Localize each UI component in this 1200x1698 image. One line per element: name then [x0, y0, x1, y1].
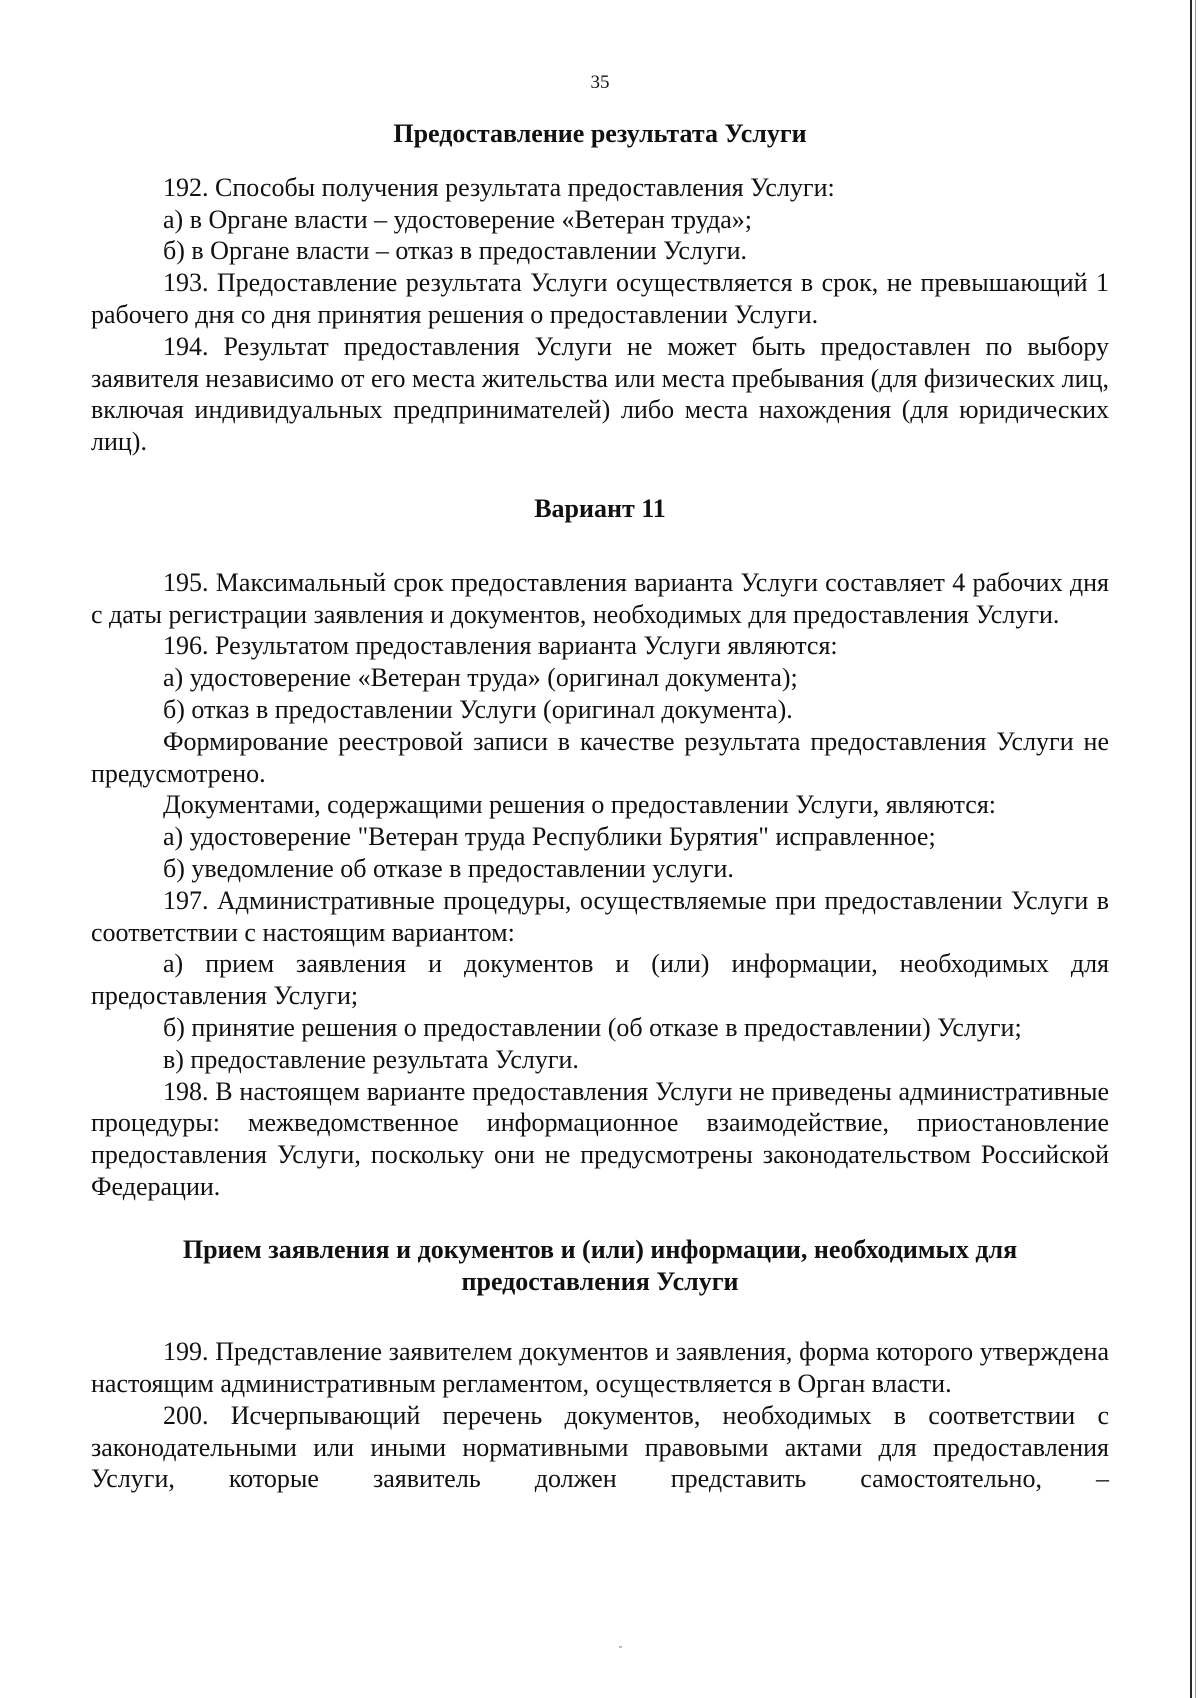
paragraph-196-a: а) удостоверение «Ветеран труда» (оригинал документа);: [163, 663, 798, 693]
page-number: 35: [590, 72, 610, 93]
section-heading-application-intake: Прием заявления и документов и (или) информации, необходимых для предоставления Услуги: [182, 1234, 1018, 1296]
scan-speck: [619, 1646, 622, 1648]
paragraph-197: 197. Административные процедуры, осуществляемые при предоставлении Услуги в соответствии с настоящим вариантом:: [91, 885, 1109, 947]
paragraph-registry-record: Формирование реестровой записи в качестве результата предоставления Услуги не предусмотрено.: [91, 726, 1109, 788]
paragraph-192: 192. Способы получения результата предоставления Услуги:: [163, 172, 835, 202]
paragraph-decision-documents-b: б) уведомление об отказе в предоставлении услуги.: [163, 853, 734, 883]
section-heading-result: Предоставление результата Услуги: [393, 119, 807, 148]
paragraph-193: 193. Предоставление результата Услуги осуществляется в срок, не превышающий 1 рабочего дня со дня принятия решения о предоставлении Услуги.: [91, 268, 1109, 329]
section-heading-variant-11: Вариант 11: [534, 493, 666, 523]
page-edge: [1186, 0, 1200, 1698]
paragraph-195: 195. Максимальный срок предоставления варианта Услуги составляет 4 рабочих дня с даты регистрации заявления и документов, необходимых для предоставления Услуги.: [91, 567, 1109, 629]
paragraph-decision-documents-a: а) удостоверение "Ветеран труда Республики Бурятия" исправленное;: [163, 822, 936, 852]
document-body: [91, 118, 1109, 1495]
paragraph-192-a: а) в Органе власти – удостоверение «Ветеран труда»;: [163, 204, 752, 234]
paragraph-197-b: б) принятие решения о предоставлении (об отказе в предоставлении) Услуги;: [163, 1012, 1022, 1042]
paragraph-196: 196. Результатом предоставления варианта Услуги являются:: [163, 631, 838, 661]
paragraph-194: 194. Результат предоставления Услуги не может быть предоставлен по выбору заявителя независимо от его места жительства или места пребывания (для физических лиц, включая индивидуальных предпринимателей) либо места нахождения (для юридических лиц).: [91, 331, 1109, 457]
paragraph-196-b: б) отказ в предоставлении Услуги (оригинал документа).: [163, 694, 793, 724]
paragraph-192-b: б) в Органе власти – отказ в предоставлении Услуги.: [163, 236, 748, 266]
paragraph-199: 199. Представление заявителем документов и заявления, форма которого утверждена настоящим административным регламентом, осуществляется в Орган власти.: [91, 1337, 1109, 1399]
paragraph-decision-documents: Документами, содержащими решения о предоставлении Услуги, являются:: [163, 790, 997, 820]
paragraph-200: 200. Исчерпывающий перечень документов, необходимых в соответствии с законодательными или иными нормативными правовыми актами для предоставления Услуги, которые заявитель должен представить самостоятельно, –: [91, 1400, 1109, 1494]
paragraph-197-c: в) предоставление результата Услуги.: [163, 1044, 579, 1074]
paragraph-197-a: а) прием заявления и документов и (или) информации, необходимых для предоставления Услуги;: [91, 949, 1109, 1011]
paragraph-198: 198. В настоящем варианте предоставления Услуги не приведены административные процедуры: межведомственное информационное взаимодействие, приостановление предоставления Услуги, поскольку они не предусмотрены законодательством Российской Федерации.: [91, 1076, 1109, 1201]
